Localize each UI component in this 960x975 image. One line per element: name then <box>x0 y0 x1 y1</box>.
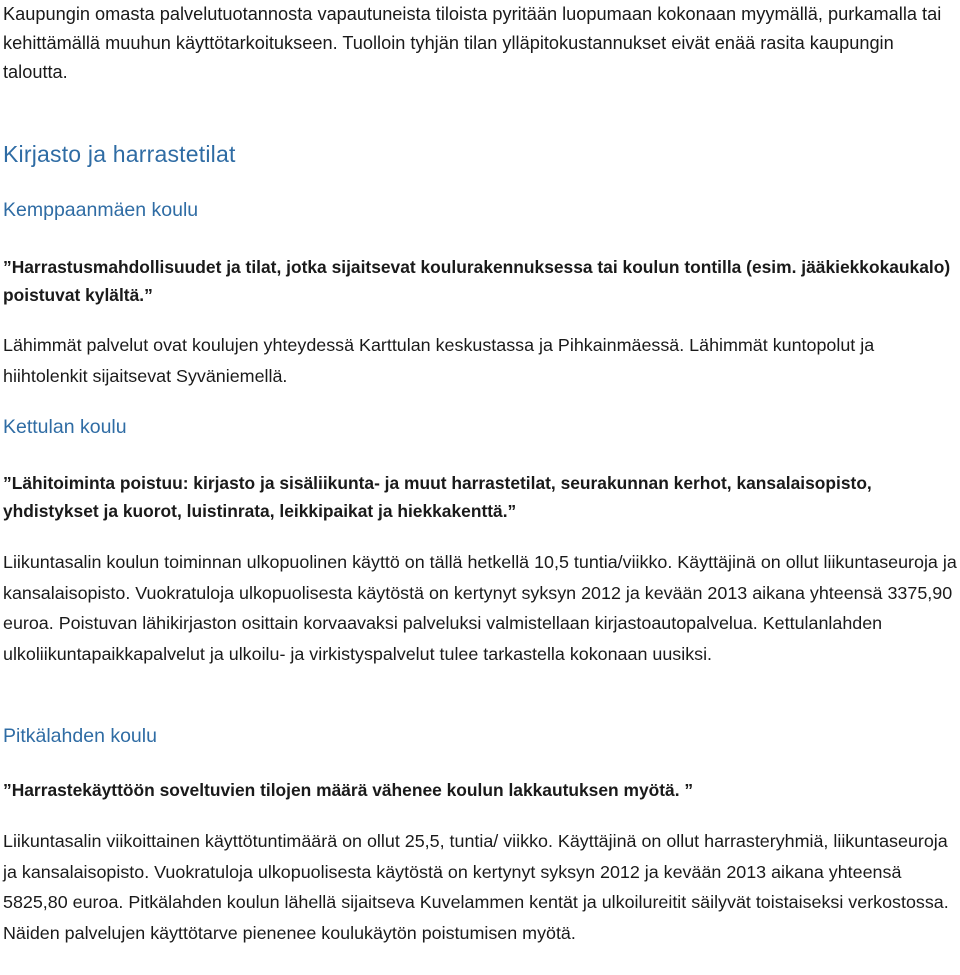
school-quote-kettula: ”Lähitoiminta poistuu: kirjasto ja sisäliikunta- ja muut harrastetilat, seurakunnan kerhot, kansalaisopisto, yhdistykset ja kuorot, luistinrata, leikkipaikat ja hiekkakenttä.” <box>3 473 872 521</box>
school-heading-kettula: Kettulan koulu <box>3 416 127 438</box>
school-heading-pitkalahti: Pitkälahden koulu <box>3 725 157 747</box>
school-heading-kemppaanmaki: Kemppaanmäen koulu <box>3 199 199 221</box>
school-body-kemppaanmaki: Lähimmät palvelut ovat koulujen yhteydessä Karttulan keskustassa ja Pihkainmäessä. Lähimmät kuntopolut ja hiihtolenkit sijaitsevat Syväniemellä. <box>3 335 875 386</box>
school-quote-pitkalahti: ”Harrastekäyttöön soveltuvien tilojen määrä vähenee koulun lakkautuksen myötä. ” <box>3 780 694 800</box>
section-title: Kirjasto ja harrastetilat <box>3 141 236 167</box>
intro-paragraph: Kaupungin omasta palvelutuotannosta vapautuneista tiloista pyritään luopumaan kokonaan myymällä, purkamalla tai kehittämällä muuhun käyttötarkoitukseen. Tuolloin tyhjän tilan ylläpitokustannukset eivät enää rasita kaupungin taloutta. <box>3 4 942 82</box>
school-body-kettula: Liikuntasalin koulun toiminnan ulkopuolinen käyttö on tällä hetkellä 10,5 tuntia/viikko. Käyttäjinä on ollut liikuntaseuroja ja kansalaisopisto. Vuokratuloja ulkopuolisesta käytöstä on kertynyt syksyn 2012 ja kevään 2013 aikana yhteensä 3375,90 euroa. Poistuvan lähikirjaston osittain korvaavaksi palveluksi valmistellaan kirjastoautopalvelua. Kettulanlahden ulkoliikuntapaikkapalvelut ja ulkoilu- ja virkistyspalvelut tulee tarkastella kokonaan uusiksi. <box>3 552 957 664</box>
school-quote-kemppaanmaki: ”Harrastusmahdollisuudet ja tilat, jotka sijaitsevat koulurakennuksessa tai koulun tontilla (esim. jääkiekkokaukalo) poistuvat kylältä.” <box>3 257 951 305</box>
school-body-pitkalahti: Liikuntasalin viikoittainen käyttötuntimäärä on ollut 25,5, tuntia/ viikko. Käyttäjinä on ollut harrasteryhmiä, liikuntaseuroja ja kansalaisopisto. Vuokratuloja ulkopuolisesta käytöstä on kertynyt syksyn 2012 ja kevään 2013 aikana yhteensä 5825,80 euroa. Pitkälahden koulun lähellä sijaitseva Kuvelammen kentät ja ulkoilureitit säilyvät toistaiseksi verkostossa. Näiden palvelujen käyttötarve pienenee koulukäytön poistumisen myötä. <box>3 831 949 943</box>
